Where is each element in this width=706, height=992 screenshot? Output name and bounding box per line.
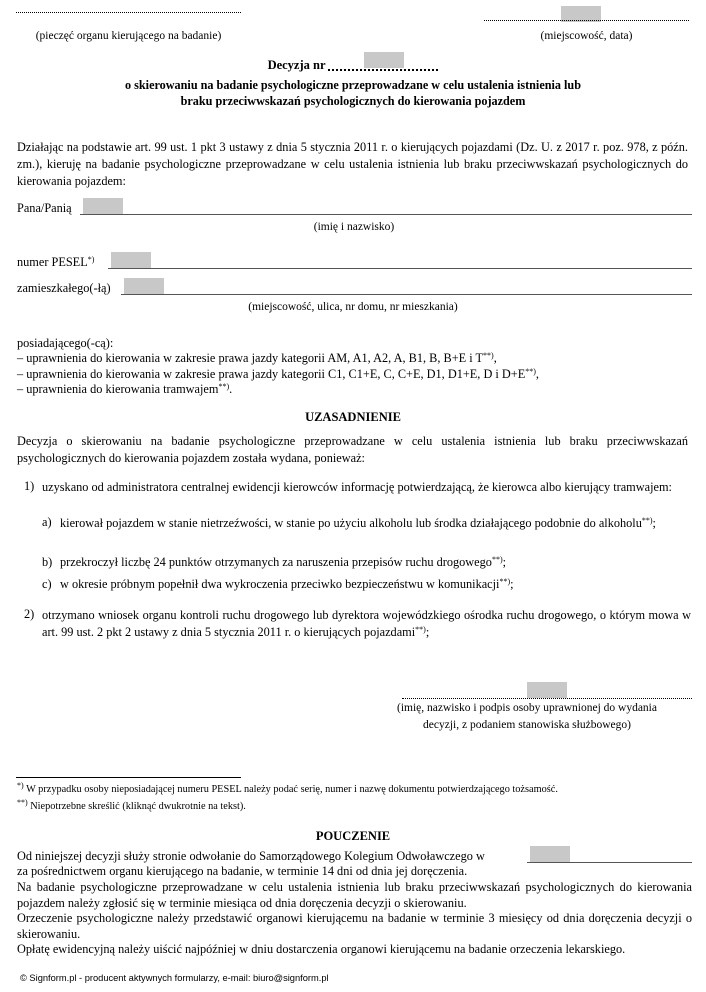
intro-paragraph: Działając na podstawie art. 99 ust. 1 pkt 3 ustawy z dnia 5 stycznia 2011 r. o kierujących pojazdami (Dz. U. z 2017 r. poz. 978, z późn. zm.), kieruję na badanie psychologiczne przeprowadzane w celu ustalenia istnienia lub braku przeciwwskazań psychologicznych do kierowania pojazdem: (17, 140, 688, 188)
address-label: zamieszkałego(-łą) (17, 281, 111, 295)
pesel-field[interactable] (111, 252, 151, 268)
point-c-text[interactable]: w okresie próbnym popełnił dwa wykroczenia przeciwko bezpieczeństwu w komunikacji**); (60, 577, 514, 591)
signature-caption-2: decyzji, z podaniem stanowiska służbowego) (423, 719, 631, 731)
signature-field[interactable] (527, 682, 567, 698)
license-item-am-t[interactable]: – uprawnienia do kierowania w zakresie prawa jazdy kategorii AM, A1, A2, A, B1, B, B+E i T**), (17, 351, 497, 366)
point-2-text[interactable]: otrzymano wniosek organu kontroli ruchu drogowego lub dyrektora wojewódzkiego ośrodka ruchu drogowego, o którym mowa w art. 99 ust. 2 pkt 2 ustawy z dnia 5 stycznia 2011 r. o kierujących pojazdami**); (42, 608, 691, 639)
point-b-label: b) (42, 555, 53, 569)
point-1-number: 1) (24, 479, 35, 493)
seal-caption: (pieczęć organu kierującego na badanie) (35, 30, 222, 42)
place-date-line (484, 20, 689, 21)
signature-caption-1: (imię, nazwisko i podpis osoby uprawnionej do wydania (397, 702, 657, 714)
appeal-board-field[interactable] (530, 846, 570, 862)
point-2-number: 2) (24, 607, 35, 621)
decision-label: Decyzja nr (267, 58, 326, 72)
instruction-p2: Na badanie psychologiczne przeprowadzane w celu ustalenia istnienia lub braku przeciwwskazań psychologicznych do kierowania pojazdem należy zgłosić się w terminie miesiąca od dnia doręczenia decyzji o skierowaniu. (17, 880, 692, 910)
signature-line (402, 698, 692, 699)
instruction-p4: Opłatę ewidencyjną należy uiścić najpóźniej w dniu dostarczenia organowi kierującemu na badanie orzeczenia lekarskiego. (17, 942, 626, 956)
pesel-label: numer PESEL*) (17, 255, 95, 269)
point-a-label: a) (42, 515, 52, 529)
decision-title (0, 57, 706, 73)
pesel-line (108, 268, 692, 269)
seal-line (16, 12, 241, 13)
point-a-text[interactable]: kierował pojazdem w stanie nietrzeźwości, w stanie po użyciu alkoholu lub środka działającego podobnie do alkoholu**); (60, 516, 656, 530)
name-label: Pana/Panią (17, 201, 72, 215)
instruction-heading: POUCZENIE (315, 829, 391, 843)
license-item-c-d[interactable]: – uprawnienia do kierowania w zakresie prawa jazdy kategorii C1, C1+E, C, C+E, D1, D1+E, D i D+E**), (17, 366, 539, 381)
footer-copyright: © Signform.pl - producent aktywnych formularzy, e-mail: biuro@signform.pl (20, 973, 329, 983)
footnote-2: **) Niepotrzebne skreślić (kliknąć dwukrotnie na tekst). (17, 798, 246, 812)
justification-intro: Decyzja o skierowaniu na badanie psychologiczne przeprowadzane w celu ustalenia istnienia lub braku przeciwwskazań psychologicznych do kierowania pojazdem została wydana, ponieważ: (17, 434, 688, 465)
instruction-line-1: Od niniejszej decyzji służy stronie odwołanie do Samorządowego Kolegium Odwoławczego w (17, 849, 485, 863)
instruction-p3: Orzeczenie psychologiczne należy przedstawić organowi kierującemu na badanie w terminie 3 miesięcy od dnia doręczenia decyzji o skierowaniu. (17, 911, 692, 941)
licenses-intro: posiadającego(-cą): (17, 336, 114, 350)
name-field[interactable] (83, 198, 123, 214)
address-field[interactable] (124, 278, 164, 294)
address-caption: (miejscowość, ulica, nr domu, nr mieszkania) (248, 301, 458, 313)
address-line (121, 294, 692, 295)
appeal-board-line (527, 862, 692, 863)
point-b-text[interactable]: przekroczył liczbę 24 punktów otrzymanych za naruszenia przepisów ruchu drogowego**); (60, 555, 507, 569)
name-caption: (imię i nazwisko) (313, 221, 395, 233)
instruction-line-2: za pośrednictwem organu kierującego na badanie, w terminie 14 dni od dnia jej doręczenia. (17, 864, 468, 878)
footnote-separator (16, 777, 241, 778)
title-line-2: braku przeciwwskazań psychologicznych do kierowania pojazdem (180, 94, 526, 108)
name-line (80, 214, 692, 215)
decision-number-field[interactable] (328, 57, 438, 71)
license-item-tram[interactable]: – uprawnienia do kierowania tramwajem**). (17, 381, 233, 396)
place-date-caption: (miejscowość, data) (540, 30, 633, 42)
footnote-1: *) W przypadku osoby nieposiadającej numeru PESEL należy podać serię, numer i nazwę dokumentu potwierdzającego tożsamość. (17, 781, 558, 795)
title-line-1: o skierowaniu na badanie psychologiczne przeprowadzane w celu ustalenia istnienia lub (125, 78, 581, 92)
point-1-text: uzyskano od administratora centralnej ewidencji kierowców informację potwierdzającą, że kierowca albo kierujący tramwajem: (42, 480, 672, 494)
justification-heading: UZASADNIENIE (305, 410, 401, 424)
licenses-block (17, 336, 539, 397)
point-c-label: c) (42, 577, 52, 591)
